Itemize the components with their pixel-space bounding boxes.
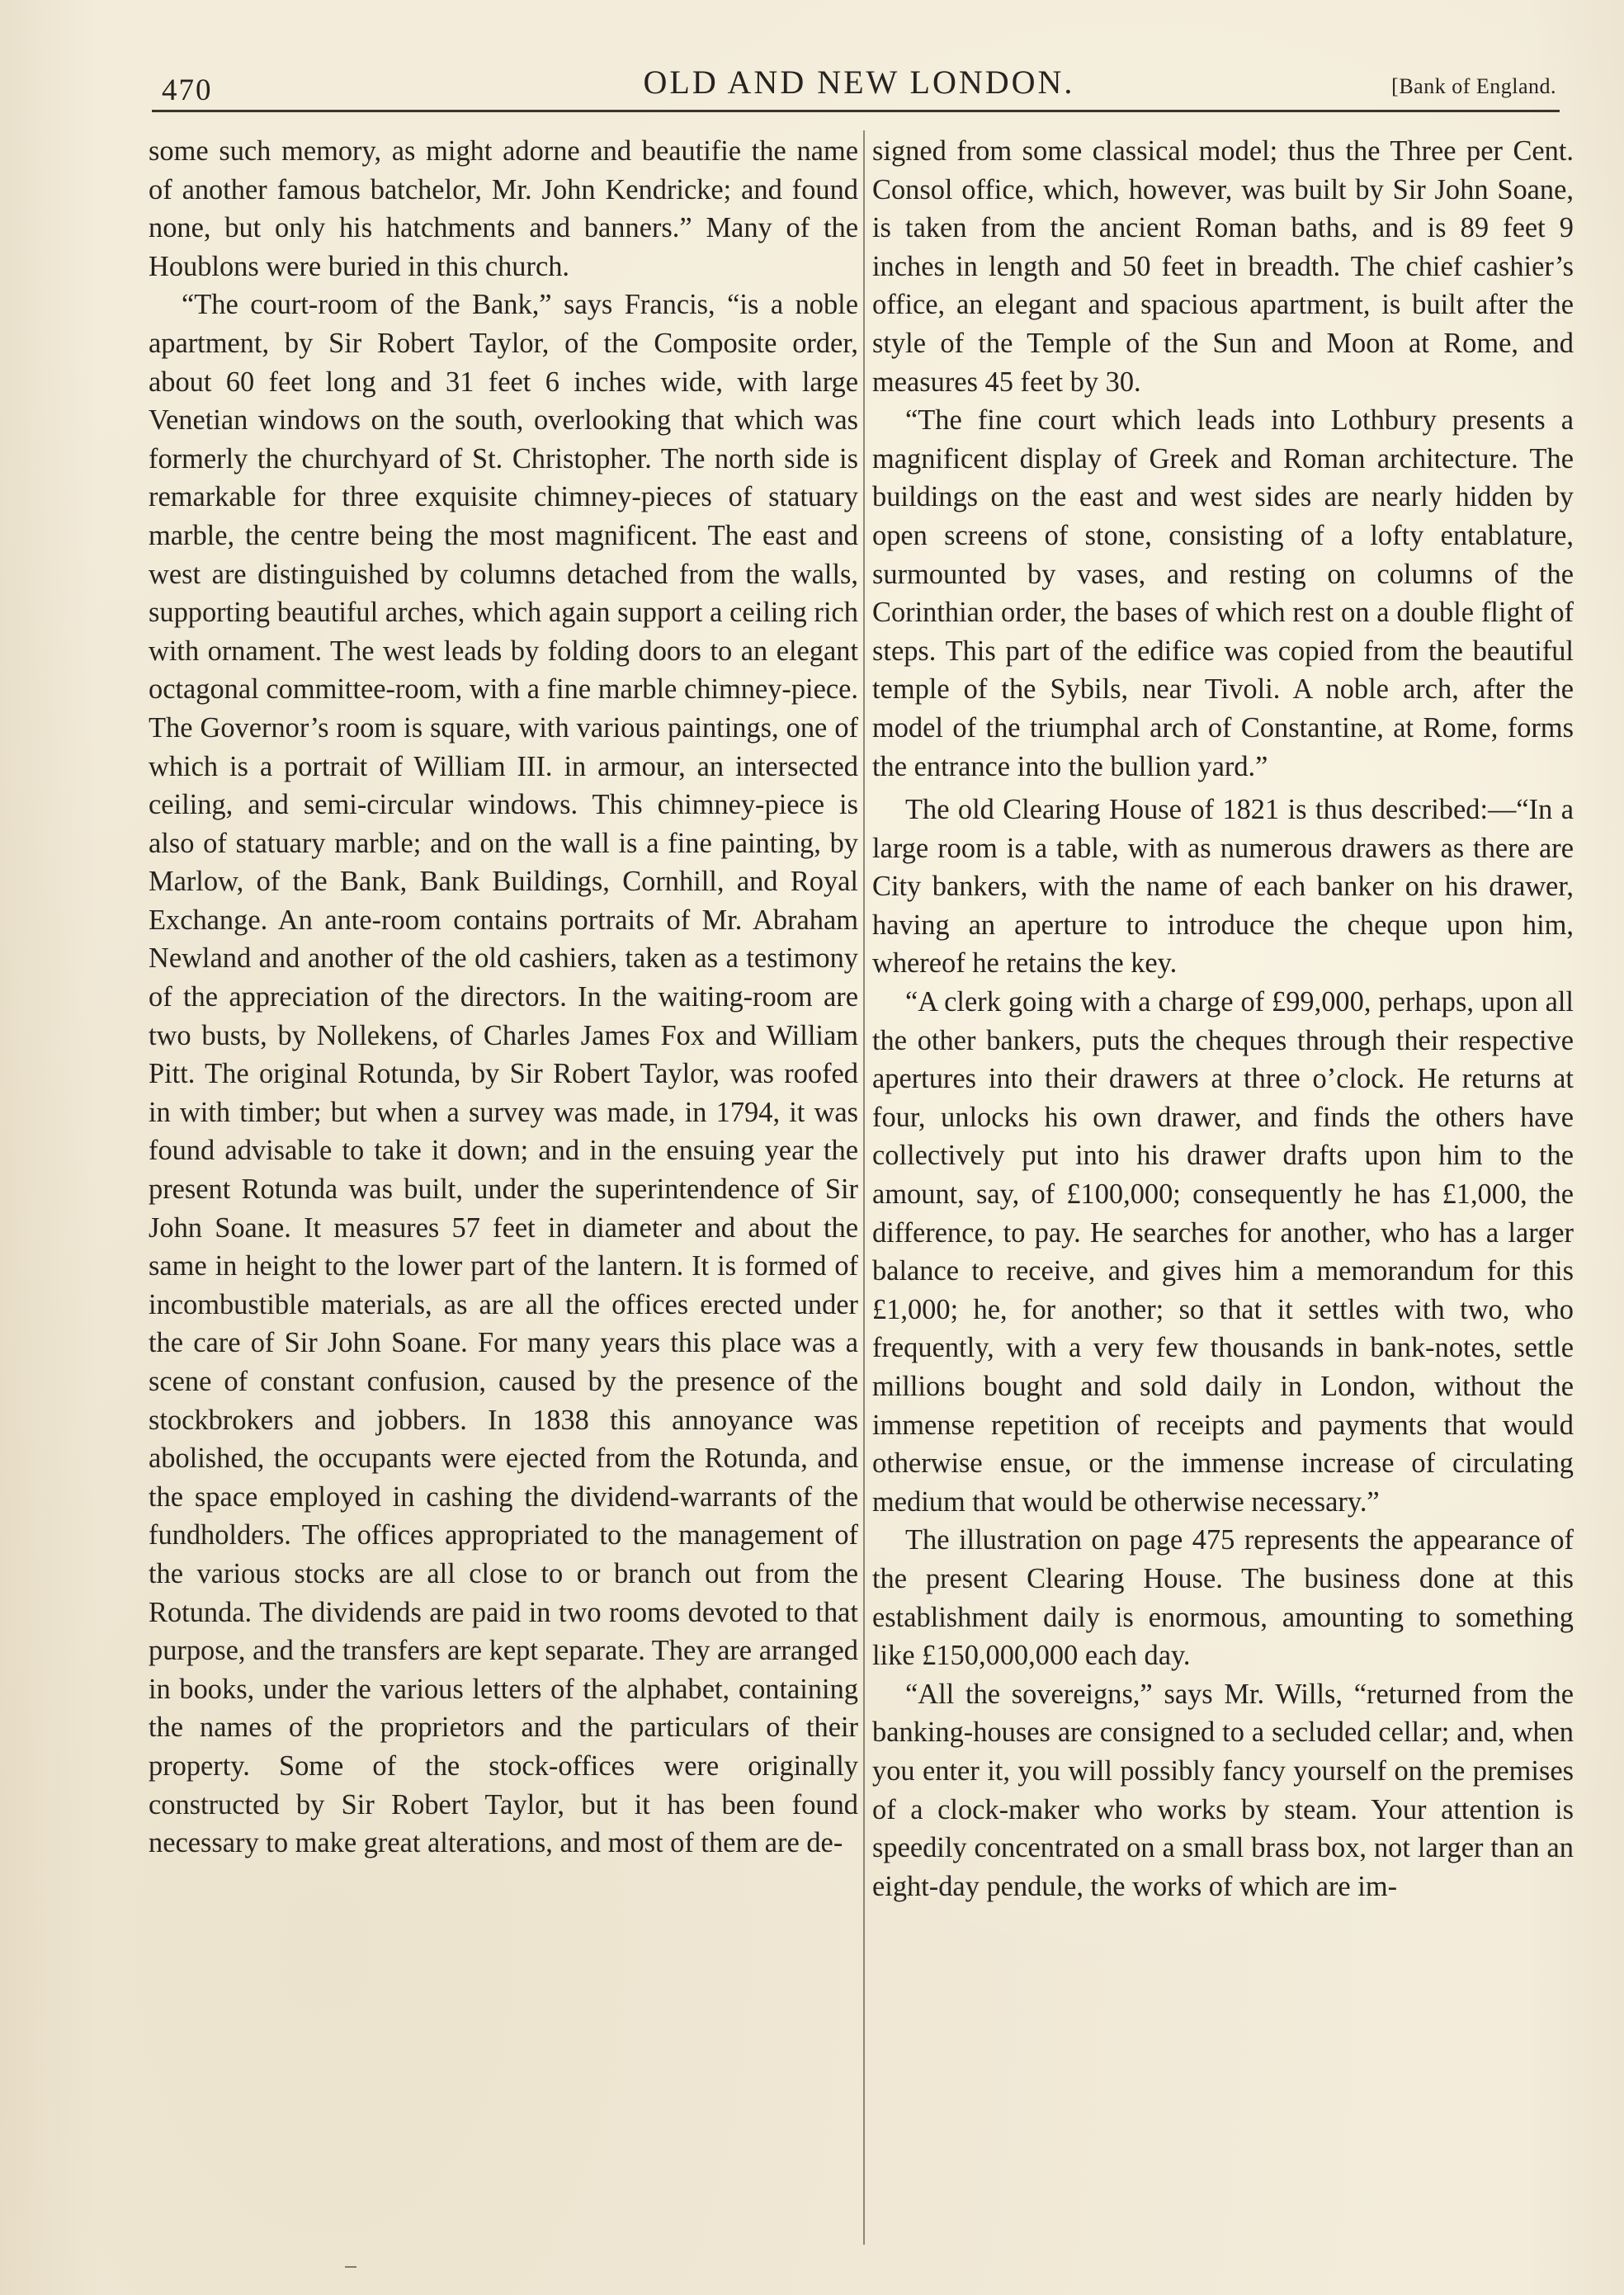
paragraph: “A clerk going with a charge of £99,000, perhaps, upon all the other bankers, puts the cheques through their respective apertures into their drawers at three o’clock. He returns at four, unlocks his own drawer, and finds the others have collectively put into his drawer drafts upon him to the amount, say, of £100,000; consequently he has £1,000, the difference, to pay. He searches for another, who has a larger balance to receive, and gives him a memorandum for this £1,000; he, for another; so that it settles with two, who frequently, with a very few thousands in bank-notes, settle millions bought and sold daily in London, without the immense repetition of receipts and payments that would otherwise ensue, or the immense increase of circulating medium that would be otherwise necessary.” xyxy=(872,986,1574,1518)
paragraph: “The court-room of the Bank,” says Francis, “is a noble apartment, by Sir Robert Taylor, of the Composite order, about 60 feet long and 31 feet 6 inches wide, with large Venetian windows on the south, overlooking that which was formerly the churchyard of St. Christopher. The north side is remarkable for three exquisite chimney-pieces of statuary marble, the centre being the most magnificent. The east and west are distinguished by columns detached from the walls, supporting beautiful arches, which again support a ceiling rich with ornament. The west leads by folding doors to an elegant octagonal committee-room, with a fine marble chimney-piece. The Governor’s room is square, with various paintings, one of which is a portrait of William III. in armour, an intersected ceiling, and semi-circular windows. This chimney-piece is also of statuary marble; and on the wall is a fine painting, by Marlow, of the Bank, Bank Buildings, Cornhill, and Royal Exchange. An ante-room contains portraits of Mr. Abraham Newland and another of the old cashiers, taken as a testimony of the appreciation of the directors. In the waiting-room are two busts, by Nollekens, of Charles James Fox and William Pitt. The original Rotunda, by Sir Robert Taylor, was roofed in with timber; but when a survey was made, in 1794, it was found advisable to take it down; and in the ensuing year the present Rotunda was built, under the superintendence of Sir John Soane. It measures 57 feet in diameter and about the same in height to the lower part of the lantern. It is formed of incombustible materials, as are all the offices erected under the care of Sir John Soane. For many years this place was a scene of constant confusion, caused by the presence of the stockbrokers and jobbers. In 1838 this annoyance was abolished, the occupants were ejected from the Rotunda, and the space employed in cashing the dividend-warrants of the fundholders. The offices appropriated to the management of the various stocks are all close to or branch out from the Rotunda. The dividends are paid in two rooms devoted to that purpose, and the transfers are kept separate. They are arranged in books, under the various letters of the alphabet, containing the names of the proprietors and the particulars of their property. Some of the stock-offices were originally constructed by Sir Robert Taylor, but it has been found necessary to make great alterations, and most of them are de- xyxy=(149,289,858,1859)
left-column xyxy=(149,132,858,1863)
bottom-mark xyxy=(345,2266,356,2268)
header-rule xyxy=(152,110,1560,112)
running-title: OLD AND NEW LONDON. xyxy=(643,64,1075,101)
right-column xyxy=(872,132,1574,1905)
paragraph: “All the sovereigns,” says Mr. Wills, “returned from the banking-houses are consigned to a secluded cellar; and, when you enter it, you will possibly fancy yourself on the premises of a clock-maker who works by steam. Your attention is speedily concentrated on a small brass box, not larger than an eight-day pendule, the works of which are im- xyxy=(872,1678,1574,1902)
paragraph: “The fine court which leads into Lothbury presents a magnificent display of Greek and Roman architecture. The buildings on the east and west sides are nearly hidden by open screens of stone, consisting of a lofty entablature, surmounted by vases, and resting on columns of the Corinthian order, the bases of which rest on a double flight of steps. This part of the edifice was copied from the beautiful temple of the Sybils, near Tivoli. A noble arch, after the model of the triumphal arch of Constantine, at Rome, forms the entrance into the bullion yard.” xyxy=(872,404,1574,782)
paragraph: signed from some classical model; thus the Three per Cent. Consol office, which, however, was built by Sir John Soane, is taken from the ancient Roman baths, and is 89 feet 9 inches in length and 50 feet in breadth. The chief cashier’s office, an elegant and spacious apartment, is built after the style of the Temple of the Sun and Moon at Rome, and measures 45 feet by 30. xyxy=(872,135,1574,398)
column-divider xyxy=(863,130,865,2245)
paragraph: The illustration on page 475 represents the appearance of the present Clearing House. The business done at this establishment daily is enormous, amounting to something like £150,000,000 each day. xyxy=(872,1524,1574,1672)
page-header xyxy=(162,58,1556,111)
page-number: 470 xyxy=(162,73,213,107)
section-label: [Bank of England. xyxy=(1391,74,1556,98)
paragraph: The old Clearing House of 1821 is thus described:—“In a large room is a table, with as numerous drawers as there are City bankers, with the name of each banker on his drawer, having an aperture to introduce the cheque upon him, whereof he retains the key. xyxy=(872,794,1574,980)
paragraph: some such memory, as might adorne and beautifie the name of another famous batchelor, Mr. John Kendricke; and found none, but only his hatchments and banners.” Many of the Houblons were buried in this church. xyxy=(149,135,858,282)
